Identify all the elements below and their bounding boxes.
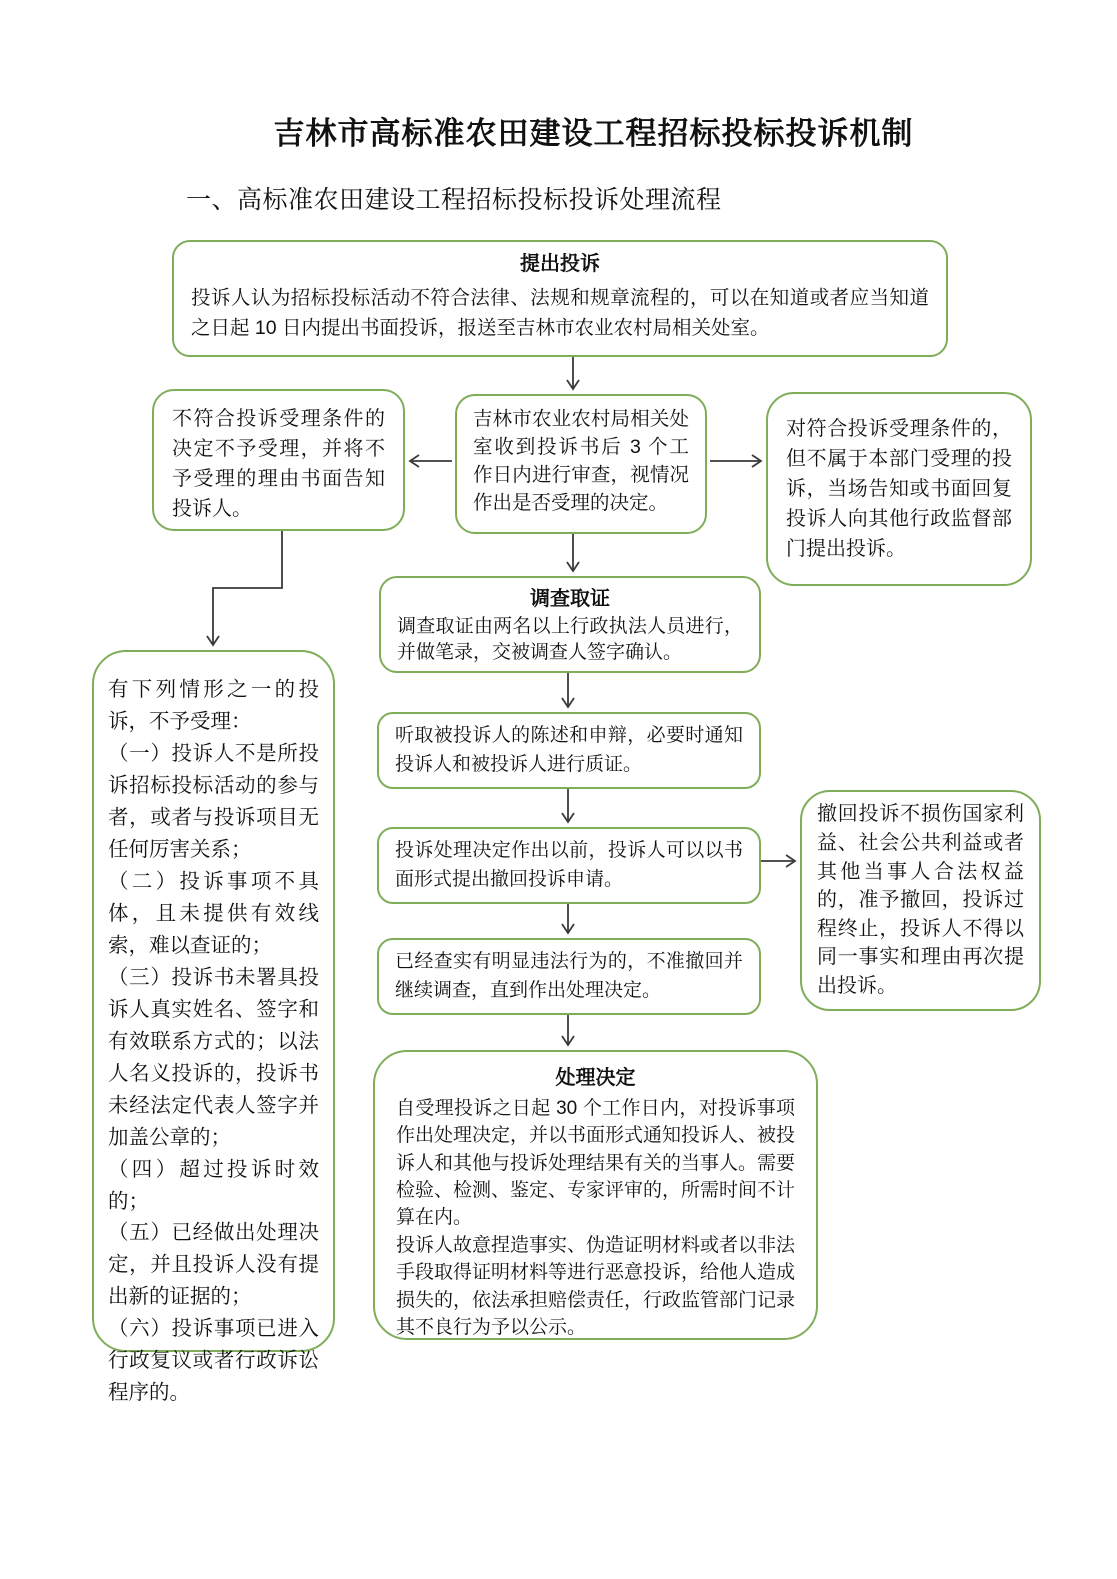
flow-box-transfer-other-authority xyxy=(766,392,1032,586)
box-body: 已经查实有明显违法行为的，不准撤回并继续调查，直到作出处理决定。 xyxy=(395,951,743,1001)
section-heading: 一、高标准农田建设工程招标投标投诉处理流程 xyxy=(186,186,722,214)
list-intro: 有下列情形之一的投诉，不予受理： xyxy=(108,678,319,733)
box-body: 听取被投诉人的陈述和申辩，必要时通知投诉人和被投诉人进行质证。 xyxy=(395,725,743,775)
page-title: 吉林市高标准农田建设工程招标投标投诉机制 xyxy=(273,116,914,152)
box-body: 投诉处理决定作出以前，投诉人可以以书面形式提出撤回投诉申请。 xyxy=(395,840,743,890)
flow-box-investigate-evidence xyxy=(379,576,761,673)
box-body: 撤回投诉不损伤国家利益、社会公共利益或者其他当事人合法权益的，准予撤回，投诉过程终止，投诉人不得以同一事实和理由再次提出投诉。 xyxy=(817,803,1024,997)
list-item-2: （二）投诉事项不具体，且未提供有效线索，难以查证的； xyxy=(108,869,319,957)
box-title: 提出投诉 xyxy=(520,253,600,275)
flow-box-reject-notice xyxy=(152,389,405,531)
box-body-paragraph-1: 自受理投诉之日起 30 个工作日内，对投诉事项作出处理决定，并以书面形式通知投诉人、被投诉人和其他与投诉处理结果有关的当事人。需要检验、检测、鉴定、专家评审的，所需时间不计算在内。 xyxy=(396,1098,796,1229)
box-title: 调查取证 xyxy=(530,588,610,610)
list-item-5: （五）已经做出处理决定，并且投诉人没有提出新的证据的； xyxy=(108,1221,319,1309)
flow-box-hear-statements xyxy=(377,712,761,789)
box-body: 不符合投诉受理条件的决定不予受理，并将不予受理的理由书面告知投诉人。 xyxy=(172,408,385,520)
list-item-4: （四）超过投诉时效的； xyxy=(108,1157,319,1213)
flow-box-withdraw-allowed xyxy=(800,790,1041,1011)
box-body: 调查取证由两名以上行政执法人员进行，并做笔录，交被调查人签字确认。 xyxy=(397,616,743,664)
flow-box-submit-complaint xyxy=(172,240,948,357)
box-title: 处理决定 xyxy=(555,1067,636,1089)
list-item-1: （一）投诉人不是所投诉招标投标活动的参与者，或者与投诉项目无任何厉害关系； xyxy=(108,741,319,861)
flow-box-handling-decision xyxy=(373,1050,818,1340)
box-body: 对符合投诉受理条件的，但不属于本部门受理的投诉，当场告知或书面回复投诉人向其他行政监督部门提出投诉。 xyxy=(786,418,1012,560)
list-item-6: （六）投诉事项已进入行政复议或者行政诉讼程序的。 xyxy=(108,1317,319,1405)
box-body: 吉林市农业农村局相关处室收到投诉书后 3 个工作日内进行审查，视情况作出是否受理的决定。 xyxy=(473,408,689,515)
flow-box-bureau-review xyxy=(455,394,707,534)
list-item-3: （三）投诉书未署具投诉人真实姓名、签字和有效联系方式的；以法人名义投诉的，投诉书未经法定代表人签字并加盖公章的； xyxy=(108,965,319,1149)
arrow-reject-notice-to-reject-list xyxy=(213,531,282,645)
box-body: 投诉人认为招标投标活动不符合法律、法规和规章流程的，可以在知道或者应当知道之日起 10 日内提出书面投诉，报送至吉林市农业农村局相关处室。 xyxy=(191,287,929,340)
flow-box-withdraw-request xyxy=(377,827,761,904)
box-body-paragraph-2: 投诉人故意捏造事实、伪造证明材料或者以非法手段取得证明材料等进行恶意投诉，给他人造成损失的，依法承担赔偿责任，行政监管部门记录其不良行为予以公示。 xyxy=(396,1234,796,1338)
flow-box-rejection-conditions xyxy=(92,650,335,1405)
flow-box-violation-verified xyxy=(377,938,761,1015)
